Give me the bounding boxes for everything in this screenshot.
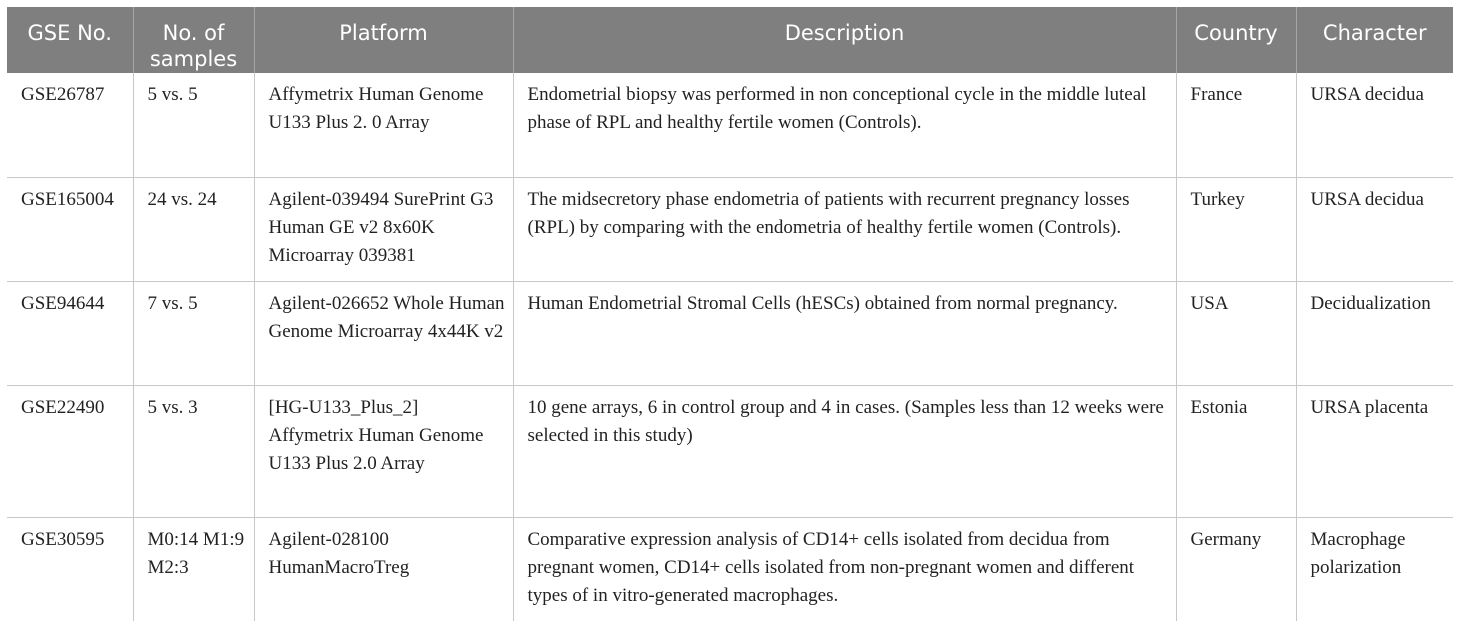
table-row (7, 281, 1453, 385)
cell-character: URSA decidua (1296, 177, 1453, 281)
cell-samples: 5 vs. 3 (133, 385, 254, 517)
cell-country: France (1176, 73, 1296, 177)
cell-samples: M0:14 M1:9 M2:3 (133, 517, 254, 621)
cell-gse-no: GSE30595 (21, 528, 105, 550)
header-character: Character (1296, 7, 1453, 73)
cell-gse-no: GSE165004 (7, 177, 133, 281)
header-no-of-samples: No. of samples (133, 7, 254, 73)
dataset-table (7, 7, 1453, 621)
table-row (7, 517, 1453, 621)
cell-description: Comparative expression analysis of CD14+ cells isolated from decidua from pregnant women, CD14+ cells isolated from non-pregnant women and different types of in vitro-generated macrophages. (513, 517, 1176, 621)
cell-description: The midsecretory phase endometria of patients with recurrent pregnancy losses (RPL) by comparing with the endometria of healthy fertile women (Controls). (513, 177, 1176, 281)
cell-platform: Affymetrix Human Genome U133 Plus 2. 0 Array (254, 73, 513, 177)
cell-gse-no: GSE22490 (7, 385, 133, 517)
cell-samples: 7 vs. 5 (133, 281, 254, 385)
header-gse-no: GSE No. (7, 7, 133, 73)
header-country: Country (1176, 7, 1296, 73)
table-row (7, 385, 1453, 517)
cell-country: USA (1176, 281, 1296, 385)
cell-character: URSA placenta (1296, 385, 1453, 517)
header-description: Description (513, 7, 1176, 73)
cell-platform: Agilent-028100 HumanMacroTreg (254, 517, 513, 621)
header-platform: Platform (254, 7, 513, 73)
cell-platform: Agilent-039494 SurePrint G3 Human GE v2 8x60K Microarray 039381 (254, 177, 513, 281)
cell-platform: Agilent-026652 Whole Human Genome Microarray 4x44K v2 (254, 281, 513, 385)
table-row (7, 73, 1453, 177)
cell-character: Macrophage polarization (1296, 517, 1453, 621)
cell-gse-no: GSE26787 (7, 73, 133, 177)
cell-description: Endometrial biopsy was performed in non conceptional cycle in the middle luteal phase of RPL and healthy fertile women (Controls). (513, 73, 1176, 177)
cell-samples: 24 vs. 24 (133, 177, 254, 281)
cell-gse-no: GSE94644 (7, 281, 133, 385)
cell-country: Turkey (1176, 177, 1296, 281)
cell-country: Estonia (1176, 385, 1296, 517)
cell-character: Decidualization (1296, 281, 1453, 385)
header-row (7, 7, 1453, 73)
cell-country: Germany (1176, 517, 1296, 621)
cell-character: URSA decidua (1296, 73, 1453, 177)
cell-description: Human Endometrial Stromal Cells (hESCs) obtained from normal pregnancy. (513, 281, 1176, 385)
cell-platform: [HG-U133_Plus_2] Affymetrix Human Genome U133 Plus 2.0 Array (254, 385, 513, 517)
cell-samples: 5 vs. 5 (133, 73, 254, 177)
cell-description: 10 gene arrays, 6 in control group and 4 in cases. (Samples less than 12 weeks were selected in this study) (513, 385, 1176, 517)
table-row (7, 177, 1453, 281)
